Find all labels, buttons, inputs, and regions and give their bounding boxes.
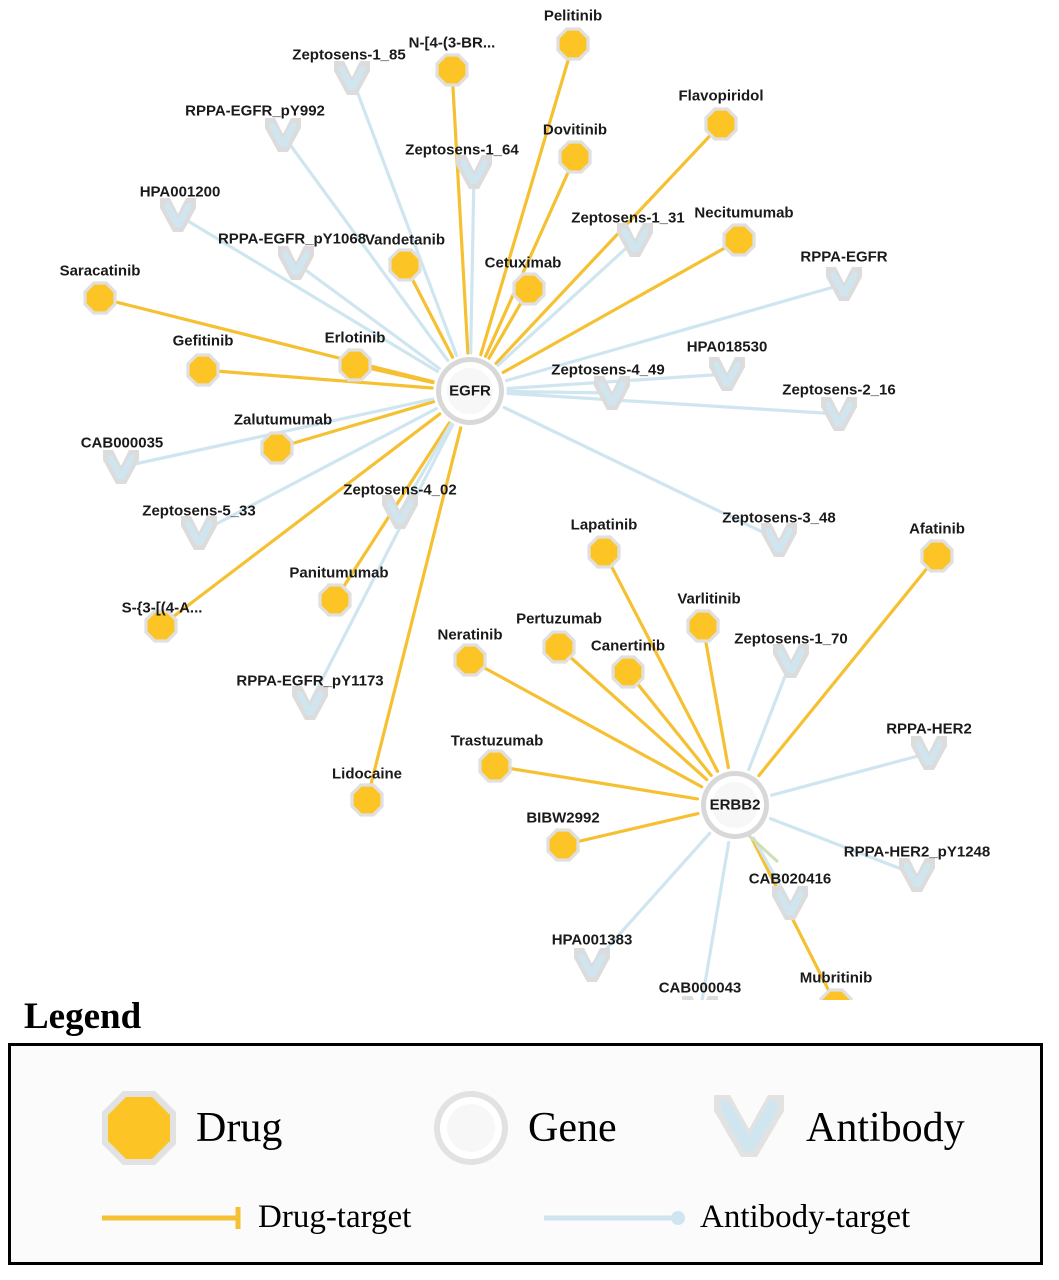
edge (700, 842, 729, 1000)
antibody-node[interactable] (773, 644, 809, 678)
legend-label-antibody: Antibody (806, 1105, 965, 1151)
drug-node[interactable] (611, 655, 644, 688)
gene-label: ERBB2 (709, 796, 761, 814)
edge (628, 672, 711, 775)
drug-node[interactable] (686, 609, 719, 642)
edge (772, 753, 929, 795)
legend-item-antibody (706, 1085, 965, 1171)
drug-label: Canertinib (590, 637, 666, 655)
edge (703, 626, 728, 768)
antibody-label: Zeptosens-1_31 (571, 209, 685, 227)
antibody-node[interactable] (826, 267, 862, 301)
drug-label: Vandetanib (364, 231, 446, 249)
antibody-node[interactable] (682, 996, 718, 1000)
drug-node[interactable] (546, 828, 579, 861)
drug-node[interactable] (388, 248, 421, 281)
edge (749, 661, 791, 770)
drug-node[interactable] (704, 107, 737, 140)
drug-label: Necitumumab (694, 204, 794, 222)
drug-node[interactable] (920, 539, 953, 572)
drug-label: Erlotinib (324, 329, 386, 347)
drug-node[interactable] (83, 281, 116, 314)
drug-label: Gefitinib (172, 332, 234, 350)
antibody-label: CAB000043 (658, 979, 742, 997)
antibody-label: Zeptosens-2_16 (782, 381, 896, 399)
drug-label: Mubritinib (799, 969, 873, 987)
drug-node[interactable] (350, 783, 383, 816)
antibody-node[interactable] (899, 858, 935, 892)
drug-label: Cetuximab (484, 254, 562, 272)
antibody-label: Zeptosens-5_33 (142, 502, 256, 520)
drug-label: Panitumumab (289, 564, 389, 582)
antibody-node[interactable] (761, 523, 797, 557)
antibody-label: RPPA-EGFR_pY992 (185, 102, 325, 120)
antibody-node[interactable] (709, 357, 745, 391)
antibody-node[interactable] (821, 397, 857, 431)
drug-node[interactable] (587, 535, 620, 568)
antibody-label: RPPA-EGFR_pY1068 (217, 230, 367, 248)
legend-title: Legend (24, 996, 142, 1037)
drug-label: Dovitinib (542, 121, 608, 139)
antibody-label: Zeptosens-1_70 (734, 630, 848, 648)
edge (495, 766, 697, 799)
drug-node[interactable] (478, 749, 511, 782)
antibody-label: RPPA-EGFR (800, 248, 888, 266)
antibody-node[interactable] (456, 155, 492, 189)
drug-label: Lapatinib (570, 516, 638, 534)
drug-node[interactable] (558, 140, 591, 173)
antibody-label: Zeptosens-1_85 (292, 46, 406, 64)
drug-label: S-{3-[(4-A... (121, 599, 203, 617)
edge (452, 70, 468, 353)
edge (471, 172, 474, 353)
antibody-node[interactable] (574, 948, 610, 982)
antibody-node[interactable] (278, 246, 314, 280)
antibody-node[interactable] (181, 516, 217, 550)
legend-label-antibody-target: Antibody-target (700, 1199, 911, 1235)
antibody-node[interactable] (160, 198, 196, 232)
drug-label: Neratinib (437, 626, 503, 644)
drug-label: Pertuzumab (516, 610, 602, 628)
antibody-node[interactable] (911, 736, 947, 770)
antibody-label: Zeptosens-4_02 (343, 481, 457, 499)
antibody-label: RPPA-EGFR_pY1173 (236, 672, 384, 690)
antibody-label: HPA018530 (686, 338, 768, 356)
antibody-label: RPPA-HER2 (886, 720, 972, 738)
antibody-node[interactable] (334, 61, 370, 95)
antibody-node[interactable] (103, 450, 139, 484)
antibody-label: CAB000035 (80, 434, 164, 452)
antibody-label: HPA001383 (551, 931, 633, 949)
antibody-label: CAB020416 (748, 870, 832, 888)
legend-item-gene (428, 1085, 617, 1171)
drug-node[interactable] (512, 272, 545, 305)
drug-label: Lidocaine (331, 765, 403, 783)
legend-label-drug: Drug (196, 1105, 283, 1151)
antibody-node[interactable] (292, 686, 328, 720)
legend-shapes-row (0, 1075, 1051, 1175)
drug-label: Varlitinib (677, 590, 741, 608)
legend-item-antibody-target (540, 1199, 910, 1236)
drug-edge-icon (98, 1201, 248, 1235)
gene-label: EGFR (449, 382, 491, 400)
antibody-edge-icon (540, 1201, 690, 1235)
drug-label: BIBW2992 (526, 809, 600, 827)
drug-icon (96, 1085, 182, 1171)
drug-label: Saracatinib (59, 262, 141, 280)
legend-item-drug-target (98, 1199, 411, 1236)
drug-label: Trastuzumab (450, 732, 544, 750)
gene-icon (428, 1085, 514, 1171)
drug-node[interactable] (186, 353, 219, 386)
antibody-label: Zeptosens-1_64 (405, 141, 519, 159)
antibody-label: RPPA-HER2_pY1248 (843, 843, 991, 861)
drug-node[interactable] (338, 348, 371, 381)
antibody-node[interactable] (265, 118, 301, 152)
antibody-label: Zeptosens-3_48 (722, 509, 836, 527)
legend-item-drug (96, 1085, 282, 1171)
drug-node[interactable] (556, 27, 589, 60)
antibody-node[interactable] (772, 886, 808, 920)
drug-node[interactable] (453, 643, 486, 676)
antibody-label: HPA001200 (139, 183, 221, 201)
drug-label: Pelitinib (543, 7, 603, 25)
antibody-label: Zeptosens-4_49 (551, 361, 665, 379)
legend-edges-row (0, 1195, 1051, 1255)
legend-label-drug-target: Drug-target (258, 1199, 412, 1235)
antibody-icon (706, 1085, 792, 1171)
drug-label: Zalutumumab (233, 411, 333, 429)
drug-label: Flavopiridol (678, 87, 764, 105)
drug-node[interactable] (819, 988, 852, 1000)
drug-node[interactable] (542, 630, 575, 663)
drug-label: Afatinib (909, 520, 965, 538)
drug-node[interactable] (435, 53, 468, 86)
legend-label-gene: Gene (528, 1105, 617, 1151)
drug-node[interactable] (260, 431, 293, 464)
drug-node[interactable] (318, 583, 351, 616)
drug-label: N-[4-(3-BR... (408, 34, 496, 52)
drug-node[interactable] (722, 223, 755, 256)
